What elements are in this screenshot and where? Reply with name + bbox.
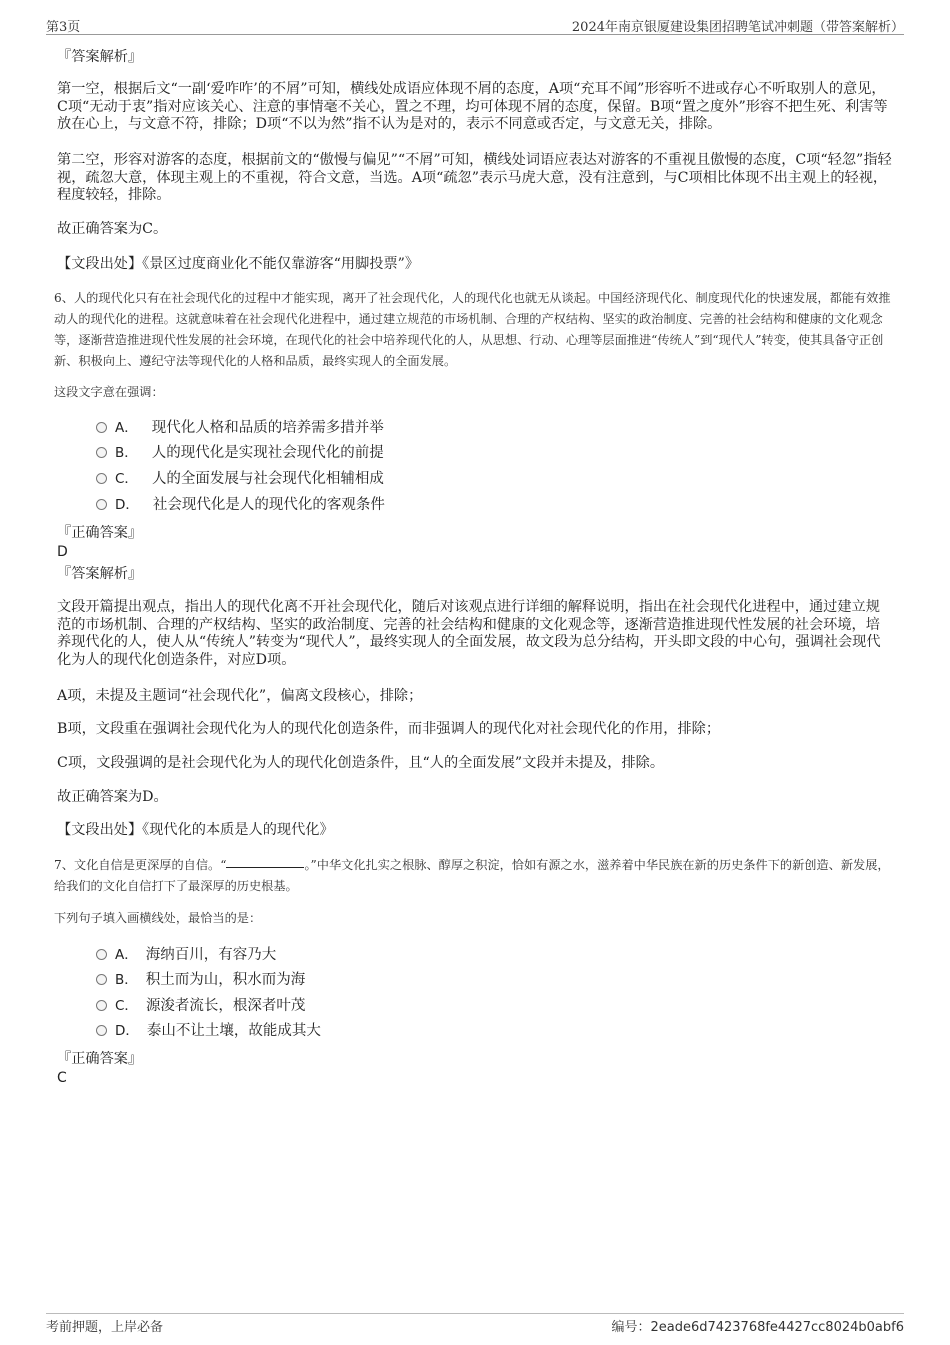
- q5-analysis-paragraph-1: 第一空，根据后文“一副‘爱咋咋’的不屑”可知，横线处成语应体现不屑的态度，A项“充耳不闻”形容听不进或存心不听取别人的意见，C项“无动于衷”指对应该关心、注意的事情毫不关心，置之不理，均可体现不屑的态度，保留。B项“置之度外”形容不把生死、利害等放在心上，与文意不符，排除；D项“不以为然”指不认为是对的，表示不同意或否定，与文意无关，排除。: [57, 81, 888, 132]
- q6-analysis-label: 『答案解析』: [57, 566, 143, 582]
- q7-prompt: 下列句子填入画横线处，最恰当的是：: [54, 911, 262, 925]
- q6-analysis-paragraph: 文段开篇提出观点，指出人的现代化离不开社会现代化，随后对该观点进行详细的解释说明，指出在社会现代化进程中，通过建立规范的市场机制、合理的产权结构、坚实的政治制度、完善的社会结构和健康的文化观念等，逐渐营造推进现代性发展的社会环境，培养现代化的人，使人从“传统人”转变为“现代人”，最终实现人的全面发展，故文段为总分结构，开头即文段的中心句，强调社会现代化为人的现代化创造条件，对应D项。: [57, 599, 881, 668]
- q7-answer: C: [57, 1070, 67, 1086]
- fill-blank: [226, 856, 304, 868]
- footer-slogan: 考前押题，上岸必备: [46, 1320, 164, 1335]
- radio-icon[interactable]: [96, 499, 107, 510]
- radio-icon[interactable]: [96, 949, 107, 960]
- q5-source: 【文段出处】《景区过度商业化不能仅靠游客“用脚投票”》: [57, 256, 420, 272]
- radio-icon[interactable]: [96, 974, 107, 985]
- page-footer: [46, 1313, 904, 1334]
- q6-option-c[interactable]: C． 人的全面发展与社会现代化相辅相成: [96, 469, 384, 489]
- page-number: 第3页: [46, 20, 81, 35]
- q6-answer: D: [57, 544, 68, 560]
- q6-prompt: 这段文字意在强调：: [54, 385, 164, 399]
- q6-stem: 6、人的现代化只有在社会现代化的过程中才能实现，离开了社会现代化，人的现代化也就无从谈起。中国经济现代化、制度现代化的快速发展，都能有效推动人的现代化的进程。这就意味着在社会现代化进程中，通过建立规范的市场机制、合理的产权结构、坚实的政治制度、完善的社会结构和健康的文化观念等，逐渐营造推进现代性发展的社会环境，在现代化的社会中培养现代化的人，从思想、行动、心理等层面推进“传统人”到“现代人”转变，使其具备守正创新、积极向上、遵纪守法等现代化的人格和品质，最终实现人的全面发展。: [54, 291, 891, 368]
- radio-icon[interactable]: [96, 1025, 107, 1036]
- q7-stem: 7、文化自信是更深厚的自信。“ 。”中华文化扎实之根脉、醇厚之积淀，恰如有源之水，滋养着中华民族在新的历史条件下的新创造、新发展，给我们的文化自信打下了最深厚的历史根基。: [54, 858, 890, 893]
- q5-analysis-label: 『答案解析』: [57, 49, 143, 65]
- page-header: [46, 14, 904, 35]
- radio-icon[interactable]: [96, 473, 107, 484]
- q6-option-a[interactable]: A． 现代化人格和品质的培养需多措并举: [96, 418, 384, 438]
- radio-icon[interactable]: [96, 422, 107, 433]
- q7-option-b[interactable]: B． 积土而为山，积水而为海: [96, 970, 305, 990]
- q5-conclusion: 故正确答案为C。: [57, 221, 168, 237]
- q6-option-b[interactable]: B． 人的现代化是实现社会现代化的前提: [96, 443, 384, 463]
- q6-analysis-option-b: B项，文段重在强调社会现代化为人的现代化创造条件，而非强调人的现代化对社会现代化的作用，排除；: [57, 721, 721, 737]
- q7-option-d[interactable]: D． 泰山不让土壤，故能成其大: [96, 1021, 321, 1041]
- q7-option-c[interactable]: C． 源浚者流长，根深者叶茂: [96, 996, 305, 1016]
- document-code: 编号：2eade6d7423768fe4427cc8024b0abf6: [611, 1320, 904, 1335]
- q7-option-a[interactable]: A． 海纳百川，有容乃大: [96, 945, 276, 965]
- radio-icon[interactable]: [96, 1000, 107, 1011]
- q6-conclusion: 故正确答案为D。: [57, 789, 168, 805]
- q6-option-d[interactable]: D． 社会现代化是人的现代化的客观条件: [96, 495, 385, 515]
- document-title: 2024年南京银厦建设集团招聘笔试冲刺题（带答案解析）: [571, 20, 904, 35]
- q6-source: 【文段出处】《现代化的本质是人的现代化》: [57, 822, 334, 838]
- q5-analysis-paragraph-2: 第二空，形容对游客的态度，根据前文的“傲慢与偏见”“不屑”可知，横线处词语应表达对游客的不重视且傲慢的态度，C项“轻忽”指轻视，疏忽大意，体现主观上的不重视，符合文意，当选。A项“疏忽”表示马虎大意，没有注意到，与C项相比体现不出主观上的轻视，程度较轻，排除。: [57, 152, 892, 203]
- q7-answer-label: 『正确答案』: [57, 1051, 143, 1067]
- q6-analysis-option-a: A项，未提及主题词“社会现代化”，偏离文段核心，排除；: [57, 688, 423, 704]
- q6-analysis-option-c: C项，文段强调的是社会现代化为人的现代化创造条件，且“人的全面发展”文段并未提及，排除。: [57, 755, 665, 771]
- radio-icon[interactable]: [96, 447, 107, 458]
- q6-answer-label: 『正确答案』: [57, 525, 143, 541]
